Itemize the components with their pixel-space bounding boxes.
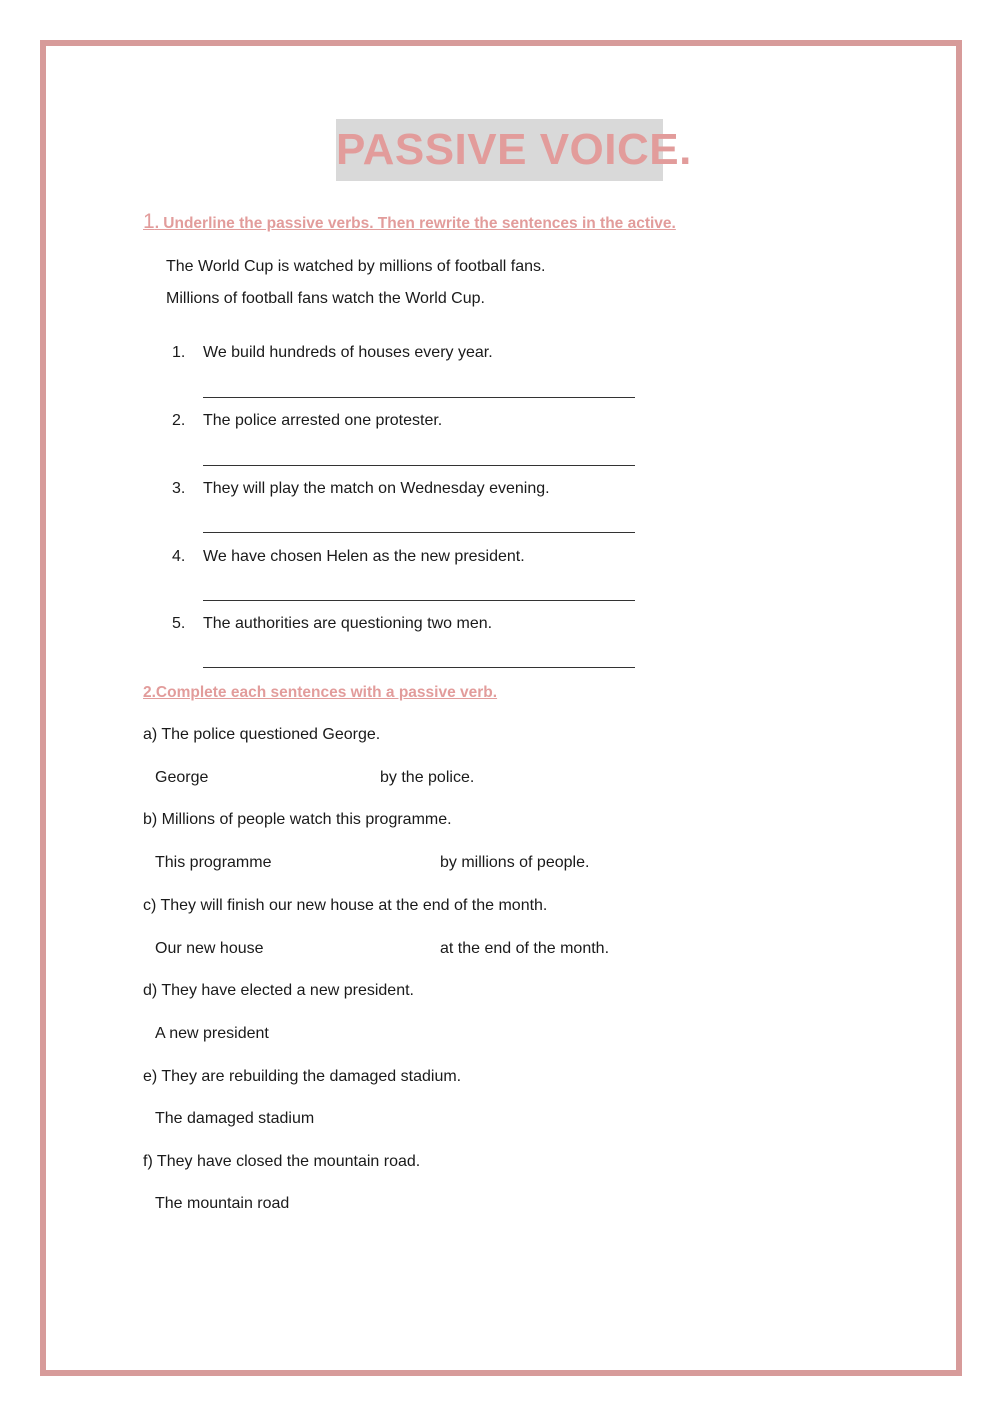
- exercise2-answer-start: The mountain road: [155, 1195, 290, 1212]
- exercise2-prompt: d) They have elected a new president.: [143, 982, 414, 999]
- answer-line[interactable]: [203, 600, 635, 601]
- exercise1-item-number: 2.: [172, 412, 186, 429]
- exercise1-item-number: 5.: [172, 615, 186, 632]
- exercise2-answer-start: The damaged stadium: [155, 1110, 315, 1127]
- exercise2-answer-end: at the end of the month.: [440, 940, 610, 957]
- exercise2-prompt: e) They are rebuilding the damaged stadium.: [143, 1068, 462, 1085]
- section1-heading: [143, 210, 676, 234]
- exercise1-item-number: 4.: [172, 548, 186, 565]
- section1-number: 1: [143, 210, 155, 233]
- exercise1-item-sentence: We have chosen Helen as the new president.: [203, 548, 525, 565]
- section1-heading-text: . Underline the passive verbs. Then rewrite the sentences in the active.: [154, 215, 676, 232]
- exercise2-answer-start: This programme: [155, 854, 272, 871]
- exercise1-item-sentence: They will play the match on Wednesday evening.: [203, 480, 550, 497]
- exercise2-prompt: c) They will finish our new house at the end of the month.: [143, 897, 548, 914]
- exercise2-answer-start: George: [155, 769, 209, 786]
- answer-line[interactable]: [203, 397, 635, 398]
- answer-line[interactable]: [203, 465, 635, 466]
- exercise1-item-sentence: We build hundreds of houses every year.: [203, 344, 493, 361]
- example-passive-sentence: The World Cup is watched by millions of football fans.: [166, 258, 546, 275]
- answer-line[interactable]: [203, 667, 635, 668]
- exercise1-item-sentence: The police arrested one protester.: [203, 412, 443, 429]
- example-active-sentence: Millions of football fans watch the World Cup.: [166, 290, 485, 307]
- exercise2-prompt: f) They have closed the mountain road.: [143, 1153, 421, 1170]
- exercise2-answer-start: A new president: [155, 1025, 269, 1042]
- exercise1-item-number: 3.: [172, 480, 186, 497]
- exercise2-answer-start: Our new house: [155, 940, 264, 957]
- section2-heading: 2.Complete each sentences with a passive verb.: [143, 684, 498, 701]
- exercise1-item-number: 1.: [172, 344, 186, 361]
- title-highlight: [336, 119, 692, 181]
- exercise2-answer-end: by millions of people.: [440, 854, 590, 871]
- exercise2-prompt: a) The police questioned George.: [143, 726, 381, 743]
- exercise1-item-sentence: The authorities are questioning two men.: [203, 615, 493, 632]
- answer-line[interactable]: [203, 532, 635, 533]
- exercise2-answer-end: by the police.: [380, 769, 475, 786]
- exercise2-prompt: b) Millions of people watch this programme.: [143, 811, 452, 828]
- page-border: [40, 40, 962, 1376]
- page-title: PASSIVE VOICE.: [336, 125, 692, 174]
